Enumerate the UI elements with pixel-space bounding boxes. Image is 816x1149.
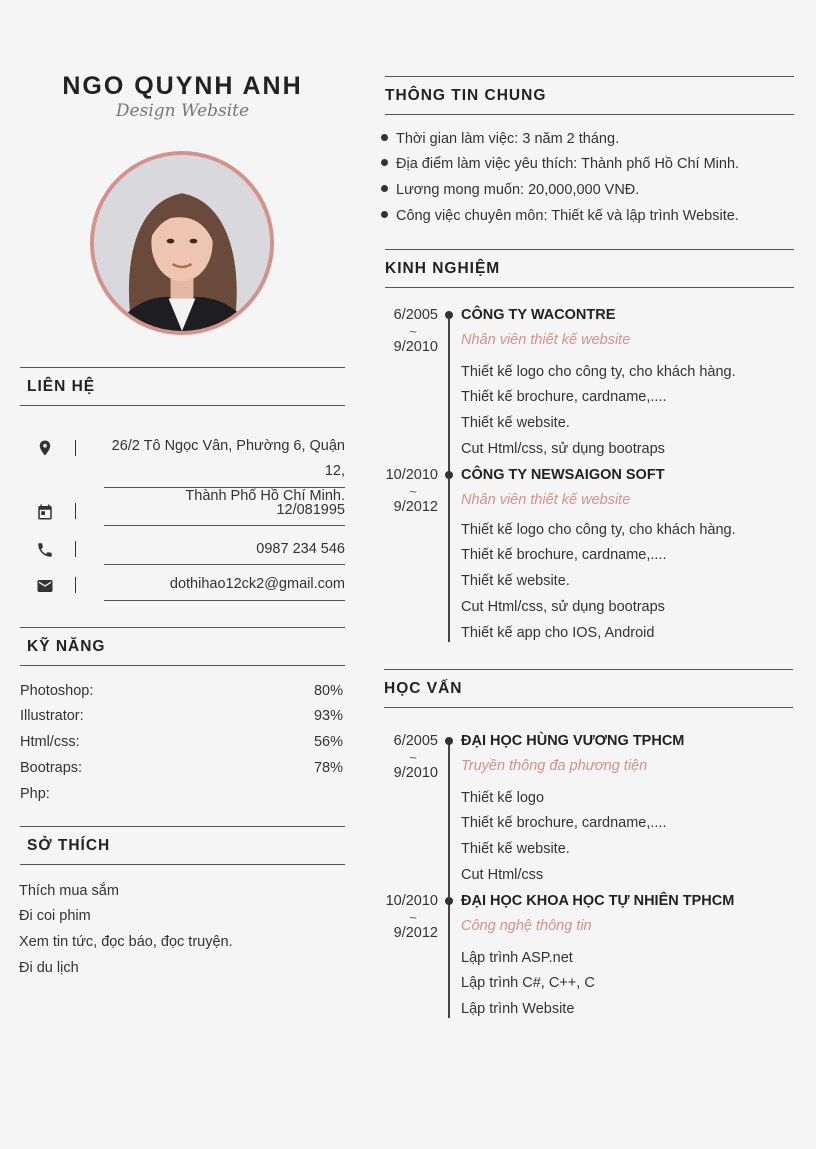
- hobbies-section-heading: [20, 826, 345, 865]
- task-item: Cut Html/css, sử dụng bootraps: [461, 599, 665, 615]
- hobby-item: Đi coi phim: [19, 908, 91, 924]
- skills-section-heading: [20, 627, 345, 666]
- general-item: Công việc chuyên môn: Thiết kế và lập trình Website.: [381, 208, 739, 224]
- contact-title: LIÊN HỆ: [27, 378, 96, 395]
- timeline-dot: [445, 737, 453, 745]
- task-item: Thiết kế website.: [461, 415, 570, 431]
- phone-number: 0987 234 546: [104, 537, 345, 565]
- skill-value: 93%: [313, 708, 343, 724]
- hobbies-title: SỞ THÍCH: [27, 837, 111, 854]
- education-section-heading: [384, 669, 793, 708]
- calendar-icon: [36, 503, 54, 521]
- contact-section-heading: [20, 367, 345, 406]
- address-line-1: 26/2 Tô Ngọc Vân, Phường 6, Quận 12,: [111, 438, 345, 479]
- date-from: 10/2010: [385, 893, 438, 909]
- skill-row: [20, 683, 343, 699]
- timeline-dot: [445, 897, 453, 905]
- general-item: Thời gian làm việc: 3 năm 2 tháng.: [381, 131, 619, 147]
- date-separator: ~: [409, 910, 417, 925]
- skill-row: [20, 786, 343, 802]
- general-section-heading: [385, 76, 794, 115]
- profile-role: Design Website: [115, 101, 250, 121]
- study-item: Thiết kế brochure, cardname,....: [461, 815, 667, 831]
- contact-separator: [75, 577, 76, 593]
- avatar-photo: [94, 155, 270, 331]
- contact-separator: [75, 440, 76, 456]
- date-to: 9/2012: [393, 499, 438, 515]
- location-pin-icon: [36, 439, 54, 457]
- job-title: Nhân viên thiết kế website: [461, 332, 631, 348]
- skill-value: 80%: [313, 683, 343, 699]
- date-from: 6/2005: [393, 733, 438, 749]
- task-item: Thiết kế app cho IOS, Android: [461, 625, 655, 641]
- study-item: Lập trình C#, C++, C: [461, 975, 595, 991]
- date-from: 6/2005: [393, 307, 438, 323]
- study-item: Cut Html/css: [461, 867, 544, 883]
- study-item: Lập trình Website: [461, 1001, 575, 1017]
- date-to: 9/2010: [393, 339, 438, 355]
- task-item: Thiết kế logo cho công ty, cho khách hàng.: [461, 522, 736, 538]
- date-separator: ~: [409, 484, 417, 499]
- date-from: 10/2010: [385, 467, 438, 483]
- timeline-dot: [445, 471, 453, 479]
- date-to: 9/2010: [393, 765, 438, 781]
- job-title: Nhân viên thiết kế website: [461, 492, 631, 508]
- study-item: Thiết kế logo: [461, 790, 545, 806]
- study-item: Lập trình ASP.net: [461, 950, 573, 966]
- major: Công nghệ thông tin: [461, 918, 592, 934]
- skill-row: [20, 760, 343, 776]
- avatar: [90, 151, 274, 335]
- address: [104, 434, 345, 504]
- company-name: CÔNG TY NEWSAIGON SOFT: [461, 467, 665, 483]
- general-item: Lương mong muốn: 20,000,000 VNĐ.: [381, 182, 639, 198]
- task-item: Cut Html/css, sử dụng bootraps: [461, 441, 665, 457]
- phone-icon: [36, 541, 54, 559]
- skill-row: [20, 708, 343, 724]
- experience-title: KINH NGHIỆM: [385, 260, 501, 277]
- education-title: HỌC VẤN: [384, 680, 463, 697]
- school-name: ĐẠI HỌC HÙNG VƯƠNG TPHCM: [461, 733, 685, 749]
- email-address: dothihao12ck2@gmail.com: [104, 572, 345, 601]
- study-item: Thiết kế website.: [461, 841, 570, 857]
- skill-name: Photoshop:: [20, 683, 94, 699]
- hobby-item: Xem tin tức, đọc báo, đọc truyện.: [19, 934, 233, 950]
- experience-section-heading: [385, 249, 794, 288]
- skill-row: [20, 734, 343, 750]
- task-item: Thiết kế brochure, cardname,....: [461, 389, 667, 405]
- skills-title: KỸ NĂNG: [27, 638, 106, 655]
- profile-name: NGO QUYNH ANH: [62, 72, 303, 100]
- skill-name: Php:: [20, 786, 50, 802]
- general-title: THÔNG TIN CHUNG: [385, 87, 547, 104]
- skill-value: 56%: [313, 734, 343, 750]
- address-line-2: Thành Phố Hồ Chí Minh.: [185, 488, 345, 504]
- skill-value: 78%: [313, 760, 343, 776]
- hobby-item: Thích mua sắm: [19, 883, 119, 899]
- date-separator: ~: [409, 750, 417, 765]
- major: Truyền thông đa phương tiện: [461, 758, 648, 774]
- task-item: Thiết kế brochure, cardname,....: [461, 547, 667, 563]
- envelope-icon: [36, 577, 54, 595]
- general-item: Địa điểm làm việc yêu thích: Thành phố Hồ Chí Minh.: [381, 156, 739, 172]
- education-timeline-line: [448, 740, 450, 1018]
- contact-separator: [75, 503, 76, 519]
- skill-name: Illustrator:: [20, 708, 84, 724]
- date-separator: ~: [409, 324, 417, 339]
- task-item: Thiết kế logo cho công ty, cho khách hàng.: [461, 364, 736, 380]
- birthday: 12/081995: [104, 498, 345, 526]
- timeline-dot: [445, 311, 453, 319]
- contact-separator: [75, 541, 76, 557]
- company-name: CÔNG TY WACONTRE: [461, 307, 616, 323]
- skill-name: Html/css:: [20, 734, 80, 750]
- school-name: ĐẠI HỌC KHOA HỌC TỰ NHIÊN TPHCM: [461, 893, 735, 909]
- date-to: 9/2012: [393, 925, 438, 941]
- task-item: Thiết kế website.: [461, 573, 570, 589]
- skill-name: Bootraps:: [20, 760, 83, 776]
- hobby-item: Đi du lịch: [19, 960, 79, 976]
